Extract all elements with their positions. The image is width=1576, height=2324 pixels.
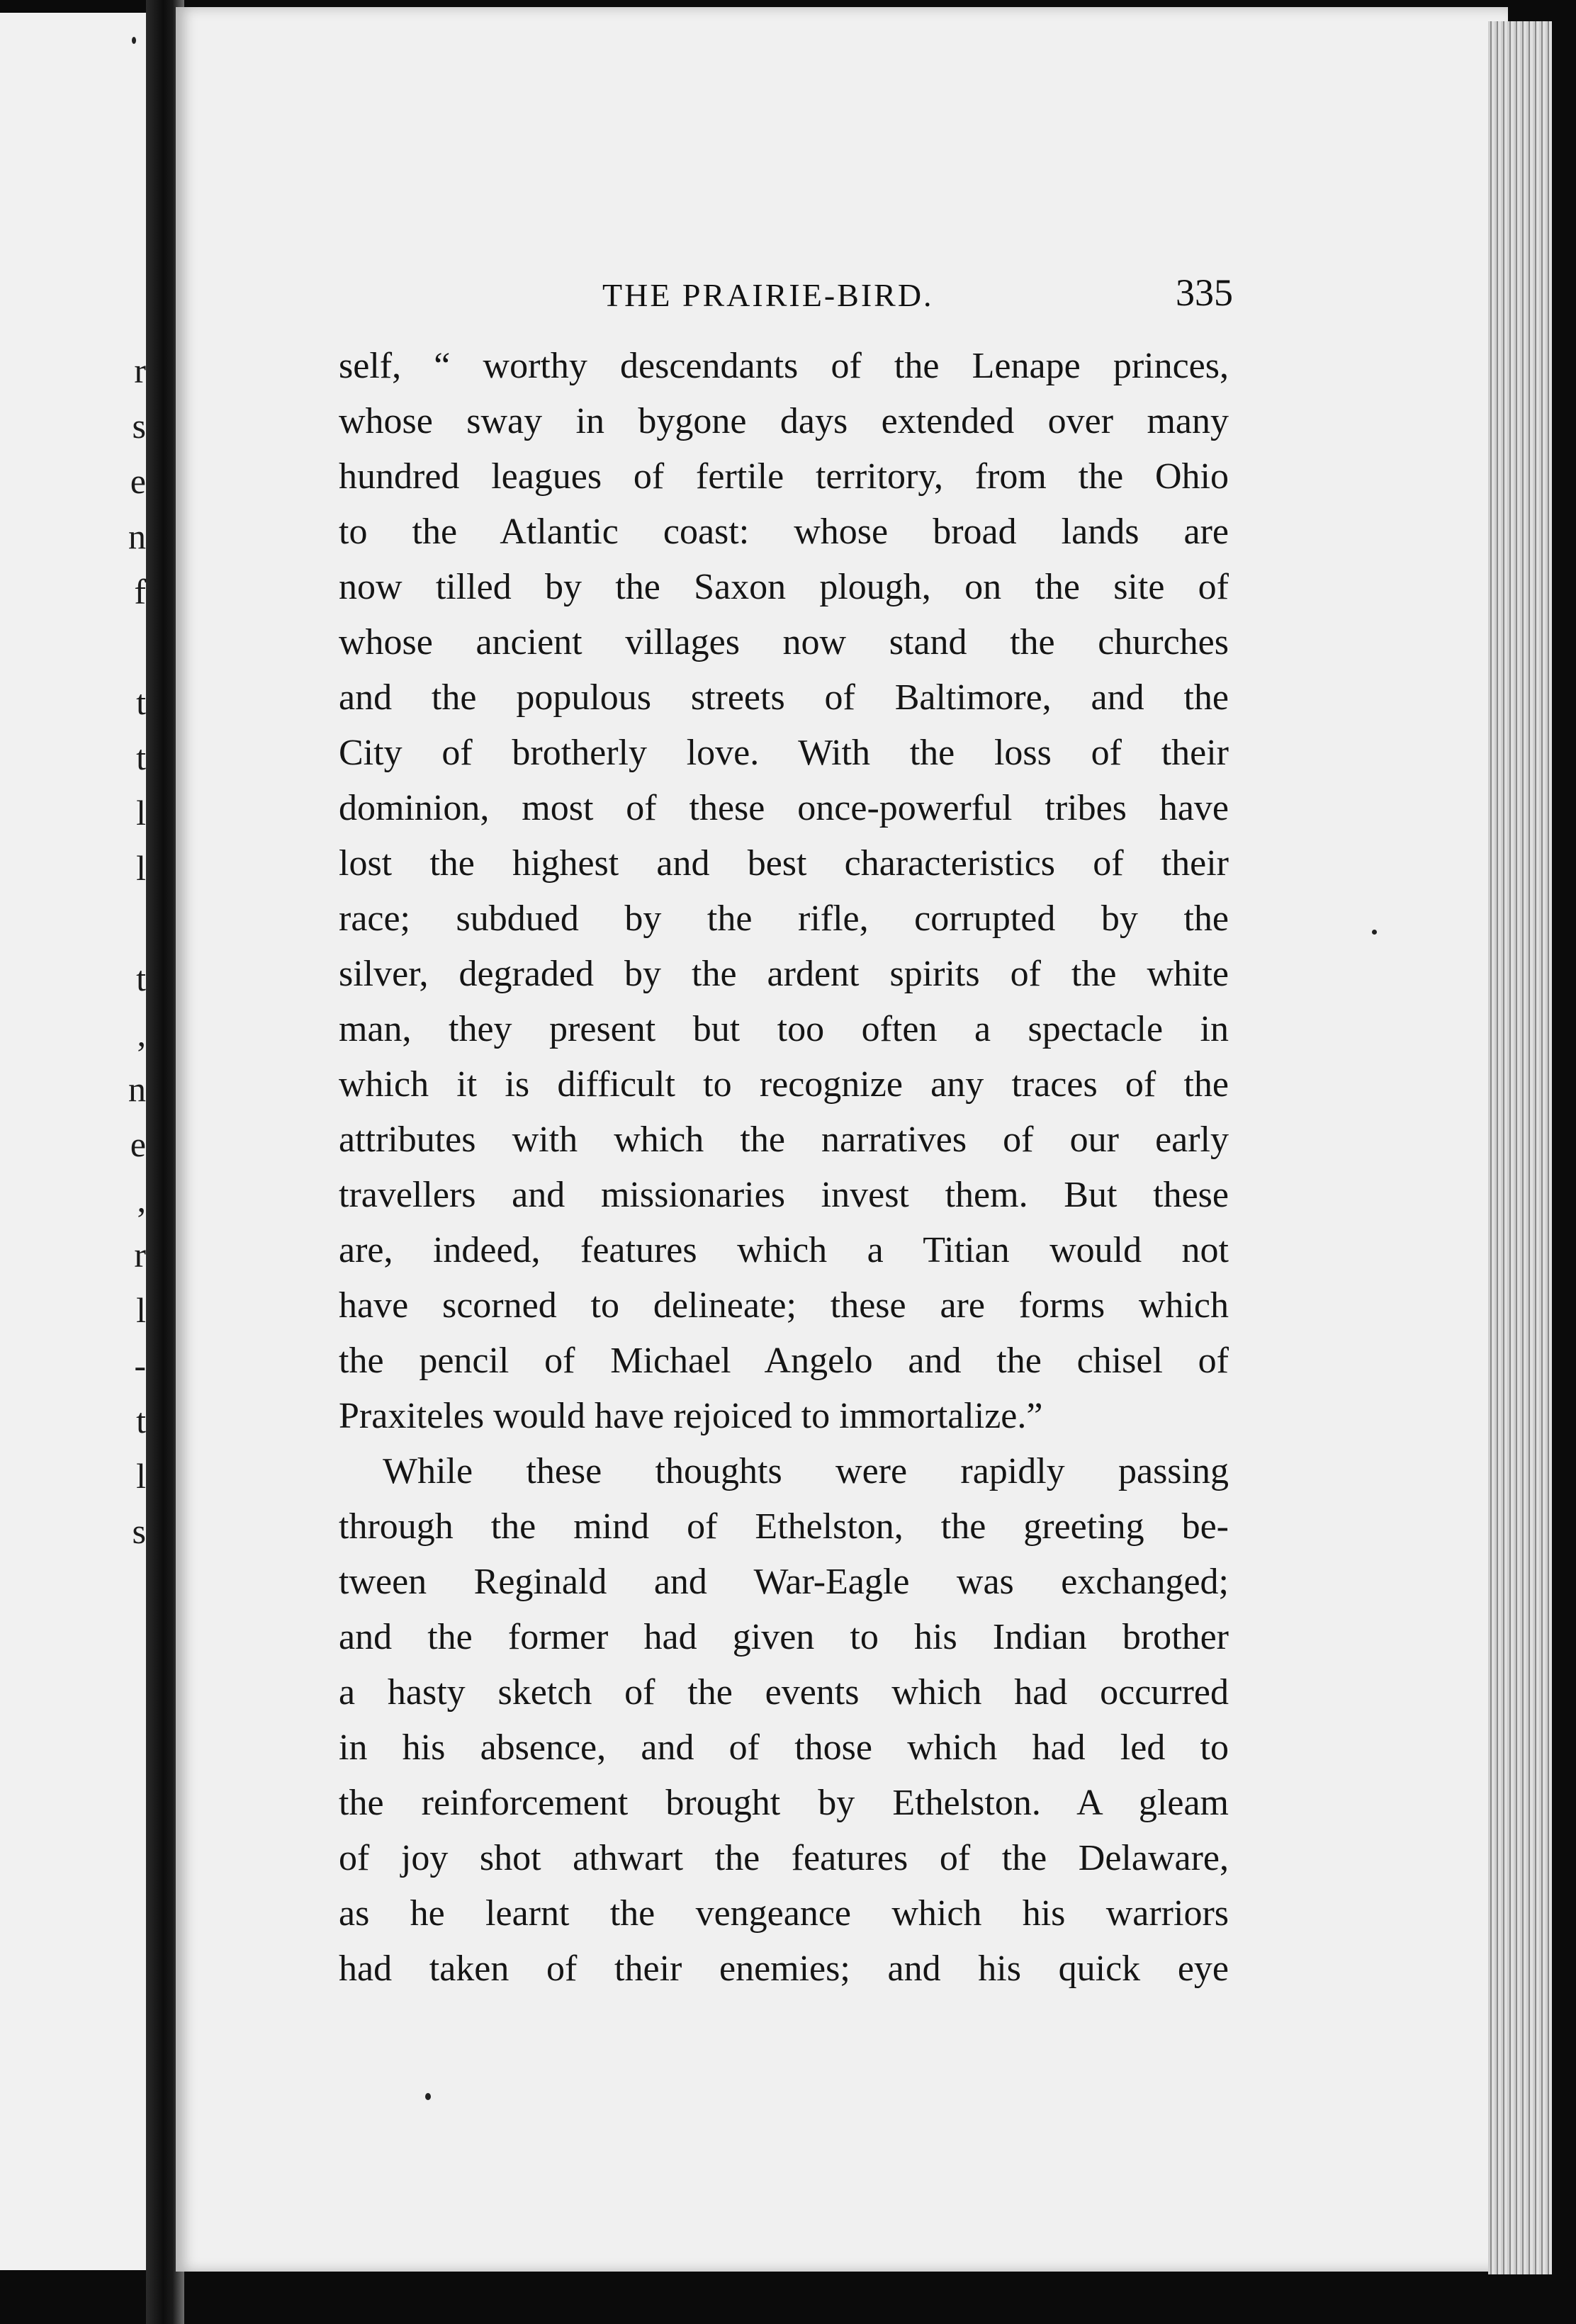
text-line: and the former had given to his Indian brother	[339, 1617, 1229, 1657]
text-line: have scorned to delineate; these are forms which	[339, 1285, 1229, 1326]
fragment	[118, 896, 146, 951]
text-line: While these thoughts were rapidly passing	[383, 1451, 1229, 1491]
fragment: -	[134, 1346, 146, 1385]
running-head	[340, 271, 1233, 327]
text-line: are, indeed, features which a Titian would not	[339, 1230, 1229, 1270]
facing-page	[0, 13, 150, 2270]
text-line: a hasty sketch of the events which had occurred	[339, 1672, 1229, 1713]
ink-speck	[1372, 930, 1377, 935]
ink-speck	[132, 37, 136, 44]
fragment: e	[130, 1124, 146, 1164]
text-line: race; subdued by the rifle, corrupted by the	[339, 898, 1229, 939]
fragment: l	[136, 1456, 146, 1496]
text-line: hundred leagues of fertile territory, from the Ohio	[339, 456, 1229, 497]
text-line: self, “ worthy descendants of the Lenape princes,	[339, 346, 1229, 386]
text-line: in his absence, and of those which had led to	[339, 1727, 1229, 1768]
fragment: l	[136, 1290, 146, 1330]
text-line: the pencil of Michael Angelo and the chisel of	[339, 1341, 1229, 1381]
fragment: s	[132, 406, 146, 446]
text-line: whose sway in bygone days extended over many	[339, 401, 1229, 441]
fragment: t	[136, 959, 146, 998]
fragment: ,	[137, 1014, 146, 1054]
text-line: man, they present but too often a spectacle in	[339, 1009, 1229, 1049]
fragment: l	[136, 848, 146, 888]
fragment: n	[128, 517, 146, 556]
text-line: Praxiteles would have rejoiced to immortalize.”	[339, 1396, 1043, 1436]
fragment: e	[130, 461, 146, 501]
text-line: travellers and missionaries invest them. But these	[339, 1175, 1229, 1215]
text-line: as he learnt the vengeance which his warriors	[339, 1893, 1229, 1934]
text-line: through the mind of Ethelston, the greeting be-	[339, 1506, 1229, 1547]
text-line: lost the highest and best characteristics of their	[339, 843, 1229, 884]
facing-page-text-fragments	[118, 343, 146, 1559]
text-line: whose ancient villages now stand the churches	[339, 622, 1229, 662]
text-line: attributes with which the narratives of our early	[339, 1119, 1229, 1160]
fragment: n	[128, 1069, 146, 1109]
text-line: tween Reginald and War-Eagle was exchanged;	[339, 1562, 1229, 1602]
running-title: THE PRAIRIE-BIRD.	[602, 277, 934, 313]
fragment: t	[136, 1401, 146, 1440]
fragment: t	[136, 738, 146, 777]
text-line: had taken of their enemies; and his quick eye	[339, 1948, 1229, 1989]
fragment	[118, 619, 146, 675]
page-number: 335	[1176, 271, 1233, 314]
fragment: l	[136, 793, 146, 833]
fragment: ,	[137, 1180, 146, 1219]
fragment: s	[132, 1511, 146, 1551]
fragment: r	[134, 351, 146, 390]
text-line: and the populous streets of Baltimore, and the	[339, 677, 1229, 718]
text-line: silver, degraded by the ardent spirits of the white	[339, 954, 1229, 994]
text-line: dominion, most of these once-powerful tribes have	[339, 788, 1229, 828]
fragment: f	[134, 572, 146, 611]
body-text	[339, 339, 1229, 1997]
fragment: t	[136, 682, 146, 722]
text-line: City of brotherly love. With the loss of their	[339, 733, 1229, 773]
text-line: which it is difficult to recognize any traces of the	[339, 1064, 1229, 1105]
fragment: r	[134, 1235, 146, 1275]
ink-speck	[425, 2093, 431, 2100]
page-edges	[1488, 21, 1552, 2274]
text-line: now tilled by the Saxon plough, on the site of	[339, 567, 1229, 607]
text-line: of joy shot athwart the features of the Delaware,	[339, 1838, 1229, 1878]
text-line: the reinforcement brought by Ethelston. A gleam	[339, 1783, 1229, 1823]
text-line: to the Atlantic coast: whose broad lands are	[339, 512, 1229, 552]
